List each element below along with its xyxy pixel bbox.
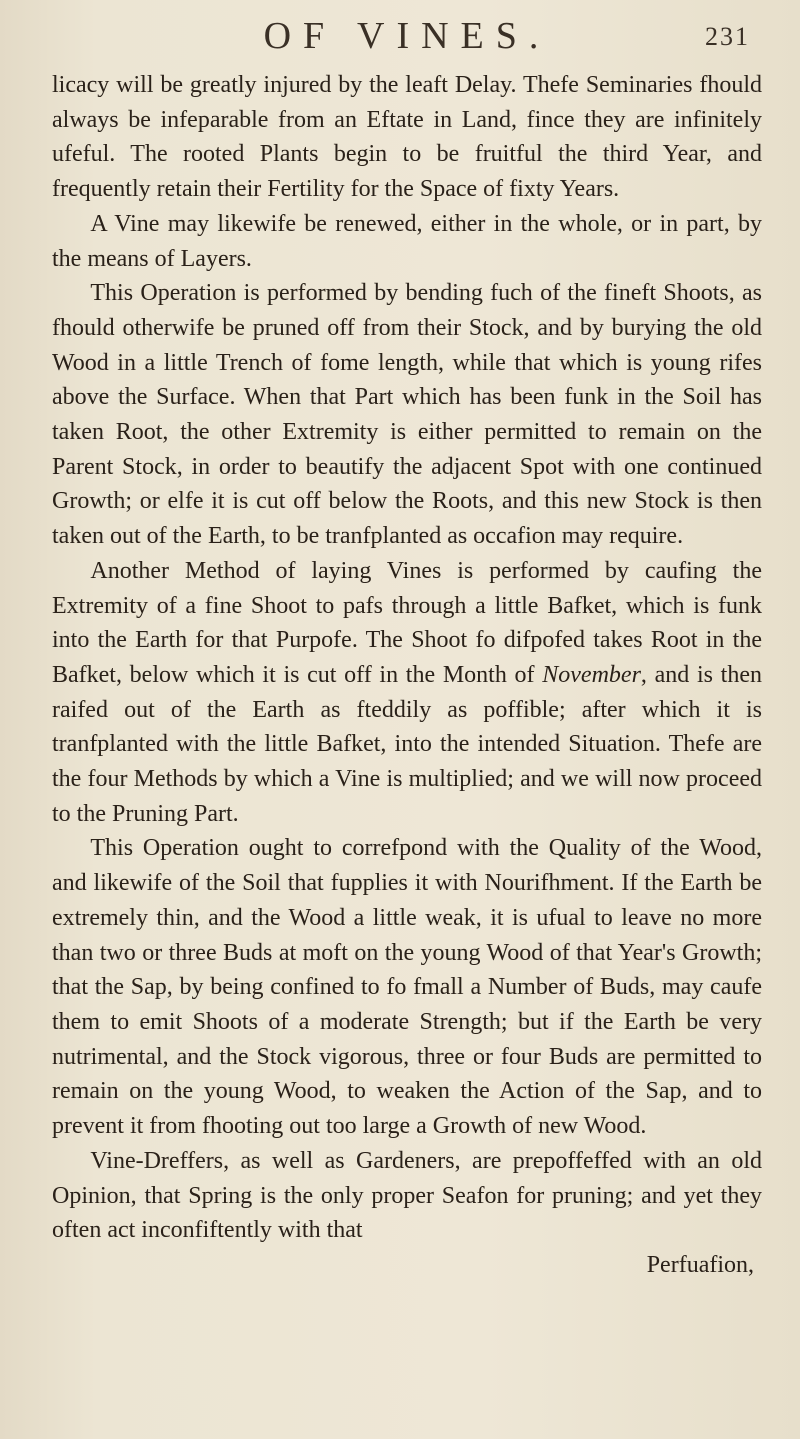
paragraph-6: Vine-Dreffers, as well as Gardeners, are prepoffeffed with an old Opinion, that Spring is the only proper Seafon for pruning; and yet they often act inconfiftently with that (52, 1147, 762, 1244)
paragraph-1: licacy will be greatly injured by the leaft Delay. Thefe Seminaries fhould always be infeparable from an Eftate in Land, fince they are infinitely ufeful. The rooted Plants begin to be fruitful the third Year, and frequently retain their Fertility for the Space of fixty Years. (52, 72, 762, 203)
page-number: 231 (705, 22, 750, 51)
running-head (52, 10, 762, 68)
catchword: Perfuafion, (646, 1251, 754, 1278)
paragraph-4 (52, 554, 762, 832)
paragraph-4-head: Another Method of laying Vines is performed by caufing the Extremity of a fine Shoot to pafs through a little Bafket, which is funk into the Earth for that Purpofe. The Shoot fo difpofed takes Root in the Bafket, below which it is cut off in the Month of (52, 557, 762, 688)
body-text (52, 68, 762, 1248)
paragraph-5: This Operation ought to correfpond with the Quality of the Wood, and likewife of the Soil that fupplies it with Nourifhment. If the Earth be extremely thin, and the Wood a little weak, it is ufual to leave no more than two or three Buds at moft on the young Wood of that Year's Growth; that the Sap, by being confined to fo fmall a Number of Buds, may caufe them to emit Shoots of a moderate Strength; but if the Earth be very nutrimental, and the Stock vigorous, three or four Buds are permitted to remain on the young Wood, to weaken the Action of the Sap, and to prevent it from fhooting out too large a Growth of new Wood. (52, 835, 762, 1140)
italic-month: November (542, 661, 641, 688)
paragraph-4-tail: , and is then raifed out of the Earth as fteddily as poffible; after which it is tranfplanted with the little Bafket, into the intended Situation. Thefe are the four Methods by which a Vine is multiplied; and we will now proceed to the Pruning Part. (52, 661, 763, 827)
paragraph-3: This Operation is performed by bending fuch of the fineft Shoots, as fhould otherwife be pruned off from their Stock, and by burying the old Wood in a little Trench of fome length, while that which is young rifes above the Surface. When that Part which has been funk in the Soil has taken Root, the other Extremity is either permitted to remain on the Parent Stock, in order to beautify the adjacent Spot with one continued Growth; or elfe it is cut off below the Roots, and this new Stock is then taken out of the Earth, to be tranfplanted as occafion may require. (52, 280, 762, 550)
running-title: OF VINES. (263, 15, 551, 57)
paragraph-2: A Vine may likewife be renewed, either in the whole, or in part, by the means of Layers. (52, 210, 762, 272)
